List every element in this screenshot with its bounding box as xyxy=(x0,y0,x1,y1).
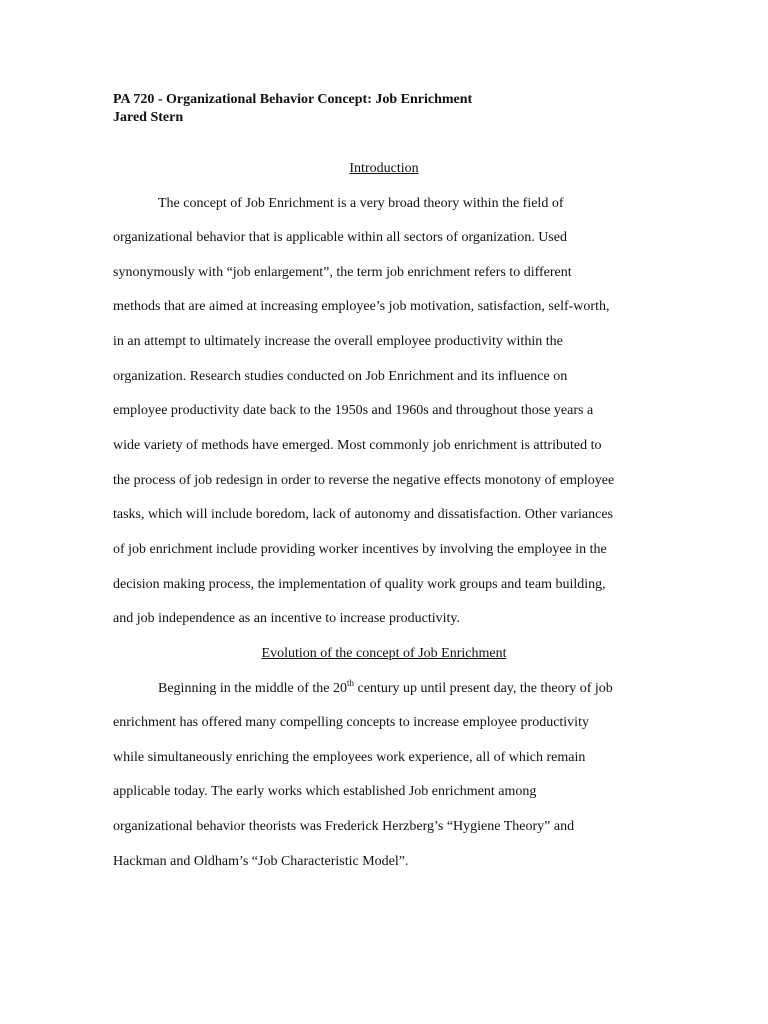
line-text: century up until present day, the theory of job xyxy=(354,681,613,696)
superscript: th xyxy=(346,678,354,688)
paragraph-line: employee productivity date back to the 1950s and 1960s and throughout those years a xyxy=(113,403,594,418)
paragraph-line: while simultaneously enriching the employees work experience, all of which remain xyxy=(113,750,586,765)
paragraph-line: tasks, which will include boredom, lack of autonomy and dissatisfaction. Other variances xyxy=(113,507,613,522)
section-heading-evolution: Evolution of the concept of Job Enrichment xyxy=(261,646,507,661)
paragraph-line xyxy=(158,680,613,697)
paragraph-line: of job enrichment include providing worker incentives by involving the employee in the xyxy=(113,542,607,557)
paragraph-line: and job independence as an incentive to increase productivity. xyxy=(113,611,461,626)
paragraph-line: methods that are aimed at increasing employee’s job motivation, satisfaction, self-worth, xyxy=(113,299,610,314)
paragraph-line: in an attempt to ultimately increase the overall employee productivity within the xyxy=(113,334,563,349)
paragraph-line: organizational behavior theorists was Frederick Herzberg’s “Hygiene Theory” and xyxy=(113,819,575,834)
course-title: PA 720 - Organizational Behavior Concept: Job Enrichment xyxy=(113,92,473,107)
line-text: Beginning in the middle of the 20 xyxy=(158,681,347,696)
paragraph-line: the process of job redesign in order to reverse the negative effects monotony of employee xyxy=(113,473,615,488)
paragraph-line: enrichment has offered many compelling concepts to increase employee productivity xyxy=(113,715,589,730)
paragraph-line: wide variety of methods have emerged. Most commonly job enrichment is attributed to xyxy=(113,438,602,453)
author-name: Jared Stern xyxy=(113,110,184,125)
paragraph-line: decision making process, the implementation of quality work groups and team building, xyxy=(113,577,606,592)
paragraph-line: organization. Research studies conducted on Job Enrichment and its influence on xyxy=(113,369,568,384)
paragraph-line: Hackman and Oldham’s “Job Characteristic Model”. xyxy=(113,854,409,869)
section-heading-introduction: Introduction xyxy=(349,161,419,176)
paragraph-line: The concept of Job Enrichment is a very broad theory within the field of xyxy=(158,196,564,211)
paragraph-line: applicable today. The early works which established Job enrichment among xyxy=(113,784,537,799)
paragraph-line: organizational behavior that is applicable within all sectors of organization. Used xyxy=(113,230,567,245)
paragraph-line: synonymously with “job enlargement”, the term job enrichment refers to different xyxy=(113,265,572,280)
